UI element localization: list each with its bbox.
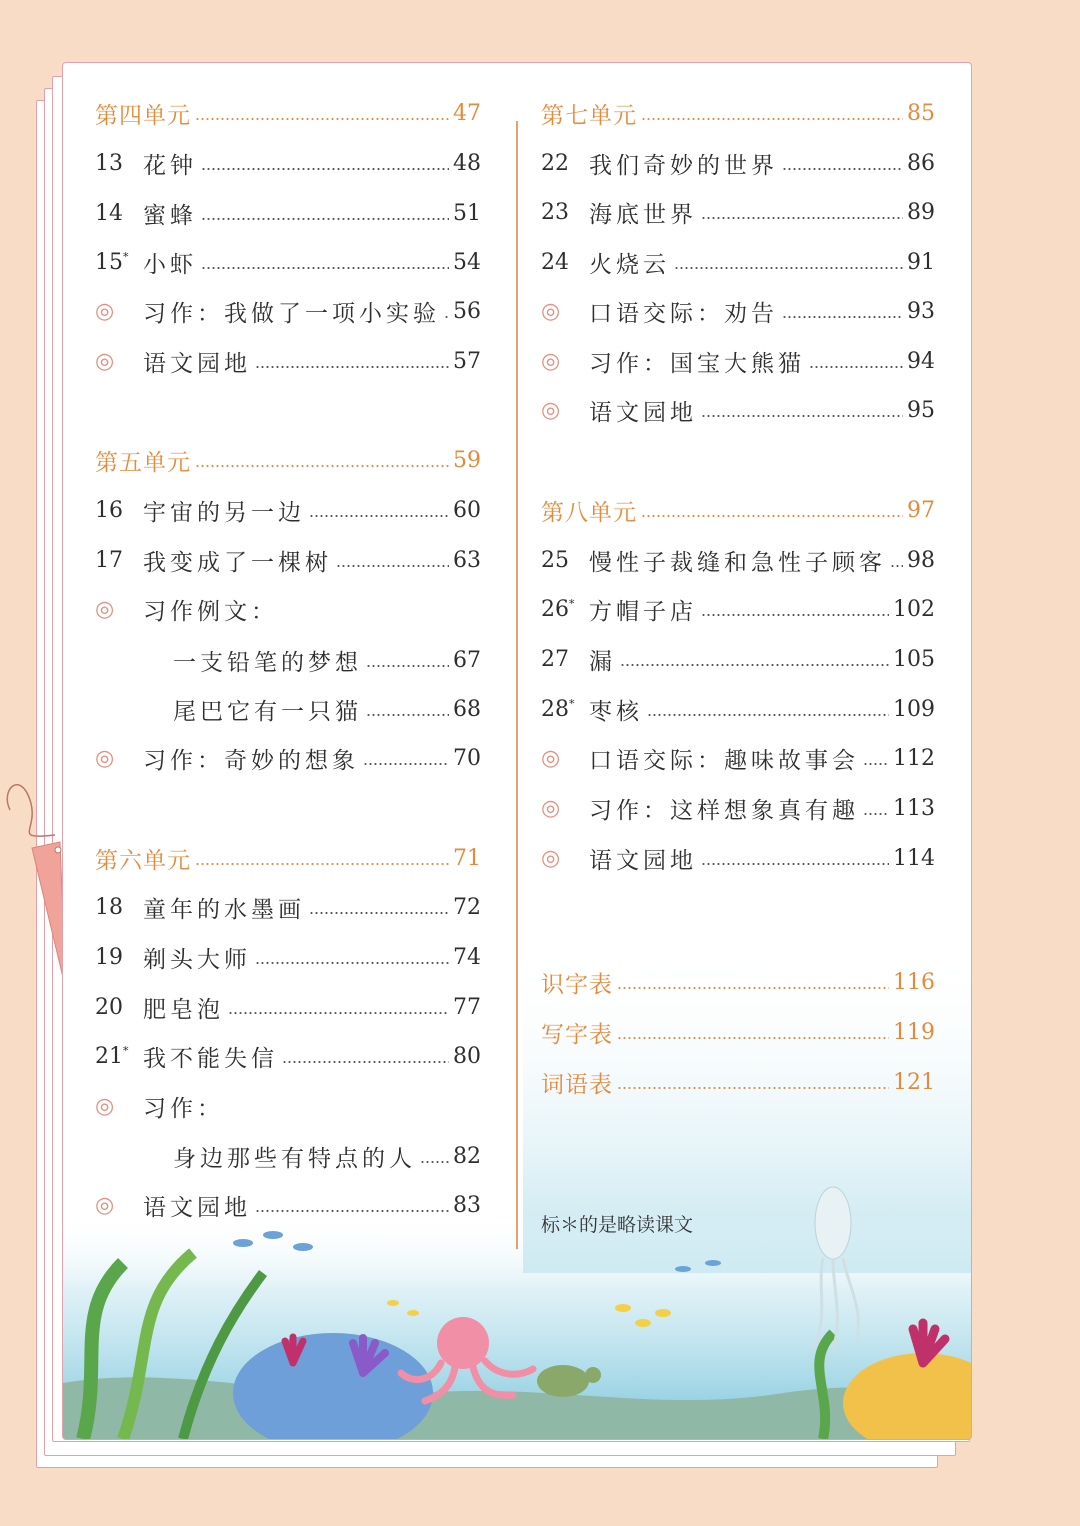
toc-entry-row[interactable] <box>95 291 481 331</box>
column-divider <box>516 121 518 1249</box>
leader-dots <box>228 1012 449 1014</box>
lesson-number: 26* <box>541 596 575 622</box>
page-number: 91 <box>907 249 935 275</box>
page-number: 85 <box>907 100 935 126</box>
unit-title: 第四单元 <box>95 102 191 129</box>
unit-title: 识字表 <box>541 971 613 998</box>
entry-title: 我不能失信 <box>143 1045 278 1072</box>
toc-entry-row[interactable] <box>541 291 935 331</box>
leader-dots <box>782 316 903 318</box>
toc-entry-row[interactable] <box>95 1185 481 1225</box>
lesson-number: 27 <box>541 646 569 672</box>
leader-dots <box>863 763 889 765</box>
toc-entry-row[interactable] <box>95 937 481 977</box>
toc-entry-row[interactable] <box>541 589 935 629</box>
entry-title: 身边那些有特点的人 <box>173 1145 416 1172</box>
leader-dots <box>255 1210 449 1212</box>
entry-title: 童年的水墨画 <box>143 896 305 923</box>
contents-page <box>62 62 972 1440</box>
page-number: 68 <box>453 696 481 722</box>
entry-title: 口语交际：趣味故事会 <box>589 747 859 774</box>
lesson-number: 20 <box>95 994 123 1020</box>
leader-dots <box>255 962 449 964</box>
star-mark: * <box>569 697 575 711</box>
unit-title: 第五单元 <box>95 449 191 476</box>
leader-dots <box>890 565 903 567</box>
leader-dots <box>701 614 889 616</box>
page-number: 114 <box>893 845 935 871</box>
entry-title: 我变成了一棵树 <box>143 549 332 576</box>
page-number: 56 <box>453 298 481 324</box>
toc-entry-row[interactable] <box>95 242 481 282</box>
bullet-icon: ◎ <box>95 1192 115 1218</box>
lesson-number: 14 <box>95 200 123 226</box>
bullet-icon: ◎ <box>95 745 115 771</box>
toc-entry-row[interactable] <box>541 341 935 381</box>
entry-title: 慢性子裁缝和急性子顾客 <box>589 549 886 576</box>
entry-title: 一支铅笔的梦想 <box>173 649 362 676</box>
page-number: 95 <box>907 397 935 423</box>
leader-dots <box>201 218 449 220</box>
unit-title: 第八单元 <box>541 499 637 526</box>
entry-title: 习作例文： <box>143 598 278 625</box>
page-number: 80 <box>453 1043 481 1069</box>
page-number: 121 <box>893 1069 935 1095</box>
entry-title: 枣核 <box>589 698 643 725</box>
lesson-number: 24 <box>541 249 569 275</box>
unit-title: 写字表 <box>541 1021 613 1048</box>
toc-unit-row[interactable] <box>541 490 935 530</box>
page-number: 74 <box>453 944 481 970</box>
toc-unit-row[interactable] <box>541 1012 935 1052</box>
leader-dots <box>201 168 449 170</box>
entry-title: 语文园地 <box>589 399 697 426</box>
entry-title: 语文园地 <box>143 350 251 377</box>
page-number: 98 <box>907 547 935 573</box>
page-number: 113 <box>893 795 935 821</box>
page-number: 71 <box>453 845 481 871</box>
toc-entry-row[interactable] <box>541 838 935 878</box>
entry-title: 习作：国宝大熊猫 <box>589 350 805 377</box>
leader-dots <box>701 217 903 219</box>
page-number: 51 <box>453 200 481 226</box>
leader-dots <box>366 665 449 667</box>
page-number: 48 <box>453 150 481 176</box>
leader-dots <box>617 1037 889 1039</box>
leader-dots <box>647 714 889 716</box>
bullet-icon: ◎ <box>541 298 561 324</box>
entry-title: 口语交际：劝告 <box>589 300 778 327</box>
page-number: 63 <box>453 547 481 573</box>
entry-title: 肥皂泡 <box>143 996 224 1023</box>
leader-dots <box>444 316 449 318</box>
toc-entry-row[interactable] <box>95 689 481 729</box>
lesson-number: 19 <box>95 944 123 970</box>
page-number: 54 <box>453 249 481 275</box>
lesson-number: 18 <box>95 894 123 920</box>
bullet-icon: ◎ <box>541 845 561 871</box>
leader-dots <box>420 1161 449 1163</box>
leader-dots <box>255 366 449 368</box>
footnote: 标＊的是略读课文 <box>541 1215 694 1236</box>
leader-dots <box>336 565 449 567</box>
page-number: 77 <box>453 994 481 1020</box>
toc-entry-row[interactable] <box>95 987 481 1027</box>
entry-title: 花钟 <box>143 152 197 179</box>
leader-dots <box>309 515 449 517</box>
page-number: 109 <box>893 696 935 722</box>
leader-dots <box>674 267 903 269</box>
unit-title: 第七单元 <box>541 102 637 129</box>
toc-entry-row[interactable] <box>95 640 481 680</box>
bullet-icon: ◎ <box>541 348 561 374</box>
leader-dots <box>195 465 449 467</box>
toc-entry-row[interactable] <box>95 1136 481 1176</box>
toc-entry-row[interactable] <box>95 589 481 629</box>
page-number: 97 <box>907 497 935 523</box>
toc-entry-row[interactable] <box>95 1036 481 1076</box>
bullet-icon: ◎ <box>95 348 115 374</box>
leader-dots <box>641 118 903 120</box>
entry-title: 宇宙的另一边 <box>143 499 305 526</box>
toc-entry-row[interactable] <box>541 192 935 232</box>
leader-dots <box>195 118 449 120</box>
page-number: 116 <box>893 969 935 995</box>
page-number: 72 <box>453 894 481 920</box>
leader-dots <box>701 863 889 865</box>
bullet-icon: ◎ <box>541 795 561 821</box>
toc-unit-row[interactable] <box>95 440 481 480</box>
page-number: 102 <box>893 596 935 622</box>
lesson-number: 23 <box>541 199 569 225</box>
toc-entry-row[interactable] <box>95 540 481 580</box>
leader-dots <box>282 1061 449 1063</box>
toc-entry-row[interactable] <box>541 143 935 183</box>
toc-entry-row[interactable] <box>95 1086 481 1126</box>
entry-title: 我们奇妙的世界 <box>589 152 778 179</box>
leader-dots <box>782 168 903 170</box>
toc-entry-row[interactable] <box>541 540 935 580</box>
entry-title: 习作：这样想象真有趣 <box>589 797 859 824</box>
lesson-number: 16 <box>95 497 123 523</box>
bullet-icon: ◎ <box>95 1093 115 1119</box>
leader-dots <box>809 366 903 368</box>
page-number: 70 <box>453 745 481 771</box>
page-number: 59 <box>453 447 481 473</box>
lesson-number: 17 <box>95 547 123 573</box>
toc-entry-row[interactable] <box>541 689 935 729</box>
leader-dots <box>620 664 889 666</box>
page-number: 86 <box>907 150 935 176</box>
page-number: 119 <box>893 1019 935 1045</box>
toc-entry-row[interactable] <box>541 788 935 828</box>
page-number: 105 <box>893 646 935 672</box>
entry-title: 剃头大师 <box>143 946 251 973</box>
page-number: 57 <box>453 348 481 374</box>
lesson-number: 21* <box>95 1043 129 1069</box>
toc-entry-row[interactable] <box>95 490 481 530</box>
leader-dots <box>617 987 889 989</box>
toc-unit-row[interactable] <box>95 93 481 133</box>
toc-unit-row[interactable] <box>541 1062 935 1102</box>
entry-title: 习作： <box>143 1095 224 1122</box>
page-number: 94 <box>907 348 935 374</box>
entry-title: 语文园地 <box>143 1194 251 1221</box>
entry-title: 语文园地 <box>589 847 697 874</box>
leader-dots <box>863 813 889 815</box>
leader-dots <box>309 912 449 914</box>
entry-title: 火烧云 <box>589 251 670 278</box>
toc-entry-row[interactable] <box>541 390 935 430</box>
entry-title: 习作：我做了一项小实验 <box>143 300 440 327</box>
page-number: 60 <box>453 497 481 523</box>
leader-dots <box>366 714 449 716</box>
toc-entry-row[interactable] <box>95 887 481 927</box>
leader-dots <box>641 515 903 517</box>
toc-unit-row[interactable] <box>95 838 481 878</box>
entry-title: 习作：奇妙的想象 <box>143 747 359 774</box>
bullet-icon: ◎ <box>541 745 561 771</box>
bullet-icon: ◎ <box>95 298 115 324</box>
page-number: 47 <box>453 100 481 126</box>
lesson-number: 22 <box>541 150 569 176</box>
toc-entry-row[interactable] <box>95 193 481 233</box>
toc-entry-row[interactable] <box>95 143 481 183</box>
unit-title: 词语表 <box>541 1071 613 1098</box>
entry-title: 小虾 <box>143 251 197 278</box>
bullet-icon: ◎ <box>541 397 561 423</box>
page-number: 82 <box>453 1143 481 1169</box>
entry-title: 尾巴它有一只猫 <box>173 698 362 725</box>
lesson-number: 13 <box>95 150 123 176</box>
leader-dots <box>701 415 903 417</box>
entry-title: 蜜蜂 <box>143 202 197 229</box>
unit-title: 第六单元 <box>95 847 191 874</box>
page-number: 83 <box>453 1192 481 1218</box>
leader-dots <box>363 763 449 765</box>
toc-entry-row[interactable] <box>541 242 935 282</box>
page-number: 67 <box>453 647 481 673</box>
leader-dots <box>195 863 449 865</box>
toc-entry-row[interactable] <box>541 639 935 679</box>
toc-entry-row[interactable] <box>95 738 481 778</box>
leader-dots <box>617 1087 889 1089</box>
entry-title: 方帽子店 <box>589 598 697 625</box>
star-mark: * <box>123 250 129 264</box>
toc-unit-row[interactable] <box>541 962 935 1002</box>
page-number: 89 <box>907 199 935 225</box>
star-mark: * <box>123 1044 129 1058</box>
toc-entry-row[interactable] <box>95 341 481 381</box>
entry-title: 漏 <box>589 648 616 675</box>
leader-dots <box>201 267 449 269</box>
page-number: 112 <box>893 745 935 771</box>
entry-title: 海底世界 <box>589 201 697 228</box>
lesson-number: 25 <box>541 547 569 573</box>
toc-entry-row[interactable] <box>541 738 935 778</box>
bullet-icon: ◎ <box>95 596 115 622</box>
lesson-number: 28* <box>541 696 575 722</box>
page-number: 93 <box>907 298 935 324</box>
toc-unit-row[interactable] <box>541 93 935 133</box>
lesson-number: 15* <box>95 249 129 275</box>
star-mark: * <box>569 597 575 611</box>
